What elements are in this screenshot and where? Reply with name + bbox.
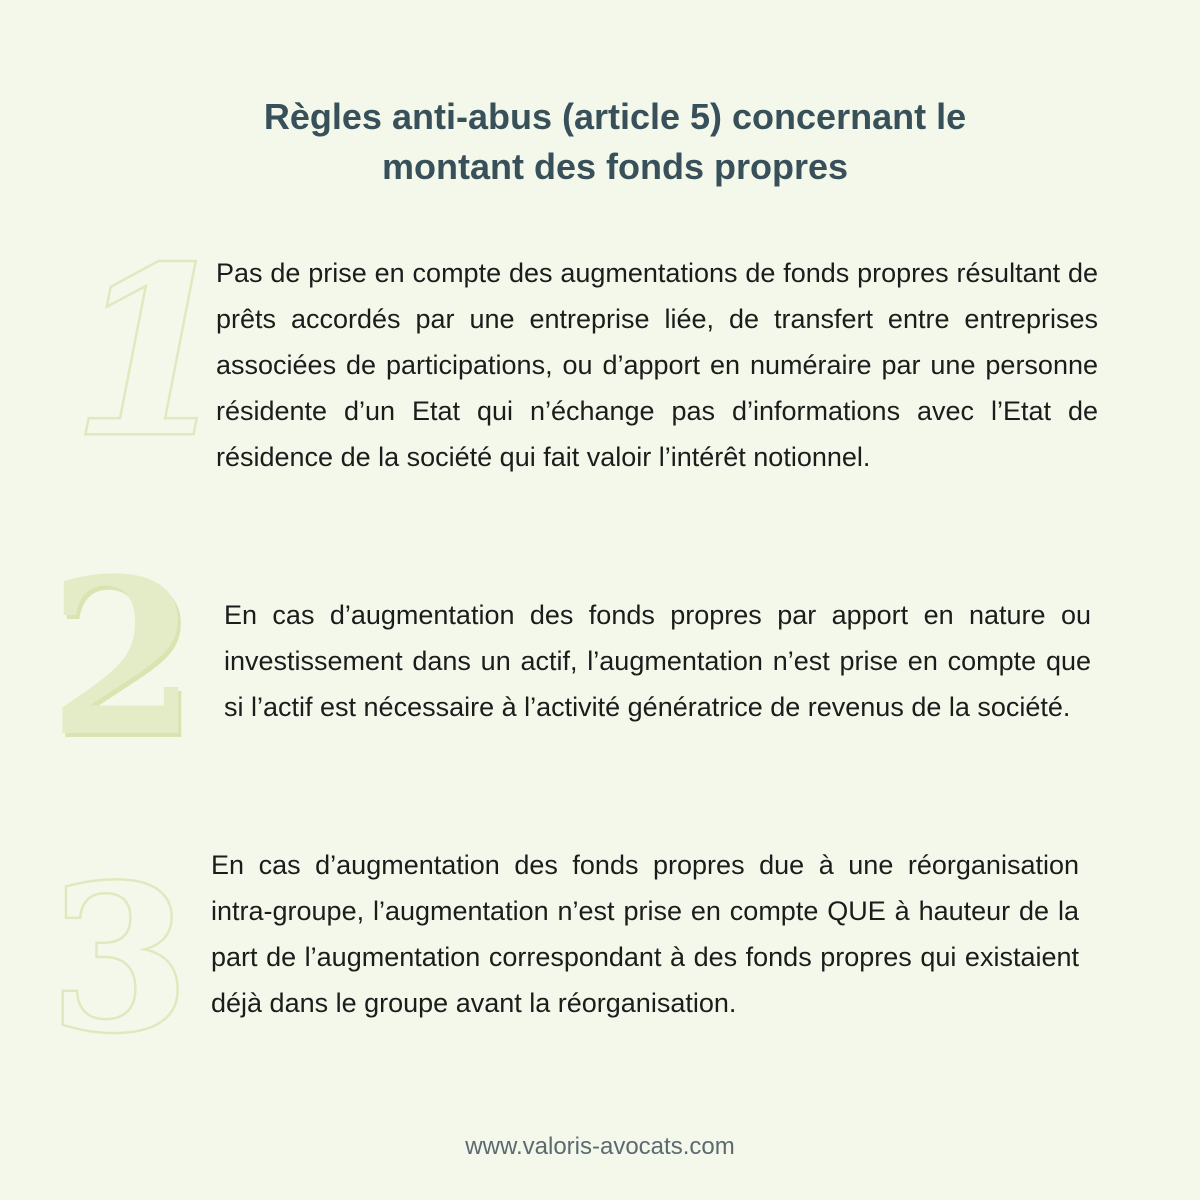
numeral-3: 3 — [50, 842, 190, 1077]
page-title — [200, 92, 1030, 192]
rule-3-text: En cas d’augmentation des fonds propres due à une réorganisation intra-groupe, l’augmentation n’est prise en compte QUE à hauteur de la part de l’augmentation correspondant à des fonds propres qui existaient déjà dans le groupe avant la réorganisation. — [211, 850, 1079, 1018]
footer-website-url: www.valoris-avocats.com — [465, 1133, 735, 1160]
numeral-2: 2 — [48, 531, 198, 784]
numeral-1: 1 — [72, 218, 233, 488]
page-title-line-2: montant des fonds propres — [381, 146, 849, 188]
rule-1-text: Pas de prise en compte des augmentations de fonds propres résultant de prêts accordés par une entreprise liée, de transfert entre entreprises associées de participations, ou d’apport en numéraire par une personne résidente d’un Etat qui n’échange pas d’informations avec l’Etat de résidence de la société qui fait valoir l’intérêt notionnel. — [216, 258, 1098, 472]
rule-2-text: En cas d’augmentation des fonds propres par apport en nature ou investissement dans un actif, l’augmentation n’est prise en compte que si l’actif est nécessaire à l’activité génératrice de revenus de la société. — [224, 600, 1091, 722]
page-title-line-1: Règles anti-abus (article 5) concernant le — [263, 96, 967, 138]
